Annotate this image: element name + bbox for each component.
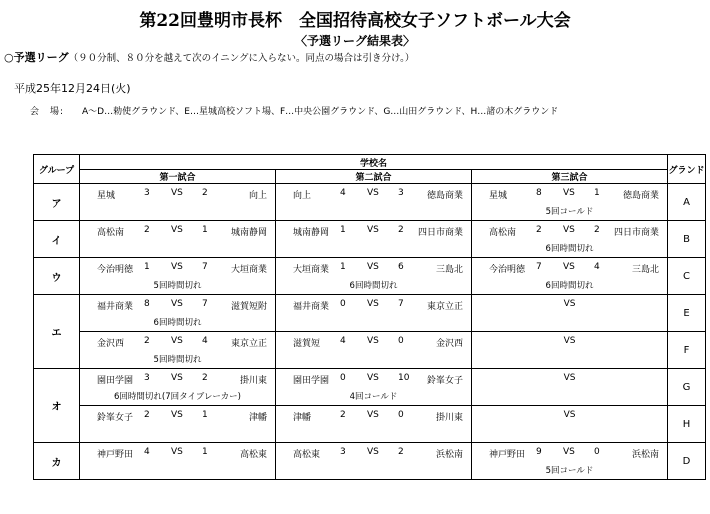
vs-label: VS (563, 225, 575, 235)
team-b: 滋賀短附 (230, 302, 267, 312)
vs-label: VS (563, 188, 575, 198)
match-note: 6回時間切れ (349, 281, 398, 291)
match-note: 5回コールド (545, 466, 594, 476)
score-b: 10 (398, 373, 410, 383)
team-b: 大垣商業 (230, 265, 267, 275)
match-line (80, 336, 275, 350)
score-a: 4 (340, 188, 346, 198)
match-date: 平成25年12月24日(火) (14, 82, 131, 95)
score-a: 2 (340, 410, 346, 420)
match-cell (472, 295, 668, 332)
group-name: カ (34, 443, 80, 480)
score-b: 3 (398, 188, 404, 198)
team-b: 徳島商業 (426, 191, 463, 201)
table-row (34, 332, 706, 369)
prelim-note: （９０分制、８０分を越えて次のイニングに入らない。同点の場合は引き分け。） (68, 53, 415, 64)
team-b: 四日市商業 (614, 228, 660, 238)
game-2-header: 第二試合 (276, 170, 472, 184)
team-a: 福井商業 (293, 302, 330, 312)
match-cell (472, 369, 668, 406)
match-note: 4回コールド (349, 392, 398, 402)
score-b: 4 (594, 262, 600, 272)
team-a: 金沢西 (97, 339, 125, 349)
match-cell (472, 221, 668, 258)
vs-label: VS (367, 262, 379, 272)
vs-label: VS (563, 373, 576, 383)
vs-label: VS (171, 373, 183, 383)
ground-cell: F (668, 332, 706, 369)
ground-cell: A (668, 184, 706, 221)
team-b: 掛川東 (239, 376, 267, 386)
match-line (276, 225, 471, 239)
score-b: 1 (594, 188, 600, 198)
team-b: 東京立正 (230, 339, 267, 349)
team-a: 津幡 (293, 413, 312, 423)
score-a: 4 (340, 336, 346, 346)
match-line (276, 188, 471, 202)
match-note: 6回時間切れ (545, 244, 594, 254)
vs-label: VS (171, 447, 183, 457)
match-cell (472, 258, 668, 295)
score-a: 4 (144, 447, 150, 457)
page-title: 第22回豊明市長杯 全国招待高校女子ソフトボール大会 (139, 11, 571, 31)
match-cell (80, 221, 276, 258)
match-note: 6回時間切れ (153, 318, 202, 328)
venue-text: A～D…勅使グラウンド、E…星城高校ソフト場、F…中央公園グラウンド、G…山田グラウンド、H…諸の木グラウンド (82, 107, 559, 117)
col-ground-header: グランド (668, 155, 706, 184)
prelim-line (4, 49, 414, 65)
vs-label: VS (563, 262, 575, 272)
match-cell (472, 443, 668, 480)
page-subtitle: 〈予選リーグ結果表〉 (294, 34, 415, 48)
table-row (34, 369, 706, 406)
ground-cell: D (668, 443, 706, 480)
match-cell (472, 332, 668, 369)
vs-label: VS (563, 410, 576, 420)
game-3-header: 第三試合 (472, 170, 668, 184)
prelim-heading: ○予選リーグ (4, 51, 69, 64)
ground-cell: C (668, 258, 706, 295)
match-line (472, 225, 667, 239)
team-a: 福井商業 (97, 302, 134, 312)
match-cell (276, 443, 472, 480)
score-a: 8 (536, 188, 542, 198)
score-a: 2 (144, 410, 150, 420)
match-line (276, 410, 471, 424)
team-a: 園田学園 (293, 376, 330, 386)
match-cell (276, 184, 472, 221)
score-a: 0 (340, 373, 346, 383)
team-a: 今治明徳 (489, 265, 526, 275)
table-row (34, 406, 706, 443)
match-cell (80, 369, 276, 406)
score-b: 7 (398, 299, 404, 309)
score-a: 1 (144, 262, 150, 272)
match-cell (472, 184, 668, 221)
game-1-header: 第一試合 (80, 170, 276, 184)
team-a: 向上 (293, 191, 312, 201)
score-b: 4 (202, 336, 208, 346)
match-line (276, 447, 471, 461)
team-a: 高松東 (293, 450, 321, 460)
score-a: 9 (536, 447, 542, 457)
match-cell (276, 406, 472, 443)
match-cell (80, 406, 276, 443)
team-a: 高松南 (97, 228, 125, 238)
team-a: 鈴峯女子 (97, 413, 134, 423)
team-b: 掛川東 (435, 413, 463, 423)
match-line (472, 447, 667, 461)
table-row (34, 443, 706, 480)
vs-label: VS (171, 188, 183, 198)
match-cell (276, 295, 472, 332)
score-a: 2 (144, 336, 150, 346)
results-table (33, 154, 706, 480)
match-line (80, 262, 275, 276)
team-a: 星城 (489, 191, 508, 201)
team-a: 園田学園 (97, 376, 134, 386)
score-b: 0 (594, 447, 600, 457)
score-b: 2 (398, 447, 404, 457)
score-a: 3 (144, 373, 150, 383)
match-line (276, 299, 471, 313)
group-name: イ (34, 221, 80, 258)
score-b: 2 (202, 188, 208, 198)
group-name: ウ (34, 258, 80, 295)
team-b: 高松東 (239, 450, 267, 460)
match-note: 6回時間切れ (545, 281, 594, 291)
vs-label: VS (367, 373, 379, 383)
team-b: 三島北 (435, 265, 463, 275)
score-b: 2 (202, 373, 208, 383)
team-b: 四日市商業 (417, 228, 463, 238)
table-row (34, 258, 706, 295)
match-cell (80, 184, 276, 221)
match-cell (276, 221, 472, 258)
match-note: 5回時間切れ (153, 281, 202, 291)
ground-cell: G (668, 369, 706, 406)
match-note: 5回時間切れ (153, 355, 202, 365)
team-a: 城南静岡 (293, 228, 330, 238)
score-b: 1 (202, 447, 208, 457)
match-cell (472, 406, 668, 443)
group-name: エ (34, 295, 80, 369)
vs-label: VS (171, 410, 183, 420)
match-cell (80, 295, 276, 332)
match-line (276, 336, 471, 350)
match-line (80, 188, 275, 202)
match-cell (276, 369, 472, 406)
venue-label: 会 場: (30, 107, 65, 117)
team-b: 浜松南 (435, 450, 463, 460)
table-row (34, 221, 706, 258)
team-a: 大垣商業 (293, 265, 330, 275)
col-group-header: グループ (34, 155, 80, 184)
score-a: 1 (340, 262, 346, 272)
vs-label: VS (171, 336, 183, 346)
team-b: 東京立正 (426, 302, 463, 312)
score-a: 8 (144, 299, 150, 309)
score-b: 7 (202, 262, 208, 272)
team-a: 星城 (97, 191, 116, 201)
team-b: 向上 (248, 191, 267, 201)
score-b: 2 (398, 225, 404, 235)
score-a: 7 (536, 262, 542, 272)
score-b: 0 (398, 336, 404, 346)
match-note: 6回時間切れ(7回タイブレーカー) (113, 392, 241, 402)
score-b: 2 (594, 225, 600, 235)
match-line (472, 262, 667, 276)
group-name: ア (34, 184, 80, 221)
table-row (34, 184, 706, 221)
score-b: 1 (202, 410, 208, 420)
score-a: 2 (144, 225, 150, 235)
match-line (80, 447, 275, 461)
vs-label: VS (563, 336, 576, 346)
team-b: 城南静岡 (230, 228, 267, 238)
vs-label: VS (563, 447, 575, 457)
score-a: 1 (340, 225, 346, 235)
team-a: 滋賀短 (293, 339, 321, 349)
ground-cell: H (668, 406, 706, 443)
vs-label: VS (367, 225, 379, 235)
team-b: 金沢西 (435, 339, 463, 349)
vs-label: VS (171, 299, 183, 309)
match-line (276, 262, 471, 276)
vs-label: VS (563, 299, 576, 309)
vs-label: VS (367, 447, 379, 457)
vs-label: VS (367, 299, 379, 309)
match-cell (276, 258, 472, 295)
match-line (80, 410, 275, 424)
score-a: 3 (144, 188, 150, 198)
match-line (472, 188, 667, 202)
group-name: オ (34, 369, 80, 443)
match-line (80, 225, 275, 239)
match-line (80, 373, 275, 387)
score-b: 0 (398, 410, 404, 420)
match-note: 5回コールド (545, 207, 594, 217)
score-a: 0 (340, 299, 346, 309)
match-cell (80, 332, 276, 369)
vs-label: VS (367, 188, 379, 198)
team-b: 浜松南 (632, 450, 660, 460)
team-a: 神戸野田 (97, 450, 134, 460)
team-b: 三島北 (632, 265, 660, 275)
team-b: 鈴峯女子 (426, 376, 463, 386)
score-b: 7 (202, 299, 208, 309)
table-row (34, 295, 706, 332)
ground-cell: E (668, 295, 706, 332)
match-line (80, 299, 275, 313)
ground-cell: B (668, 221, 706, 258)
col-school-header: 学校名 (80, 155, 668, 170)
match-cell (80, 258, 276, 295)
match-cell (80, 443, 276, 480)
score-a: 3 (340, 447, 346, 457)
team-b: 徳島商業 (623, 191, 660, 201)
team-b: 津幡 (248, 413, 267, 423)
team-a: 神戸野田 (489, 450, 526, 460)
vs-label: VS (367, 336, 379, 346)
match-line (276, 373, 471, 387)
vs-label: VS (367, 410, 379, 420)
match-cell (276, 332, 472, 369)
score-a: 2 (536, 225, 542, 235)
vs-label: VS (171, 225, 183, 235)
team-a: 今治明徳 (97, 265, 134, 275)
team-a: 高松南 (489, 228, 517, 238)
vs-label: VS (171, 262, 183, 272)
score-b: 1 (202, 225, 208, 235)
venue-line (30, 104, 558, 117)
score-b: 6 (398, 262, 404, 272)
